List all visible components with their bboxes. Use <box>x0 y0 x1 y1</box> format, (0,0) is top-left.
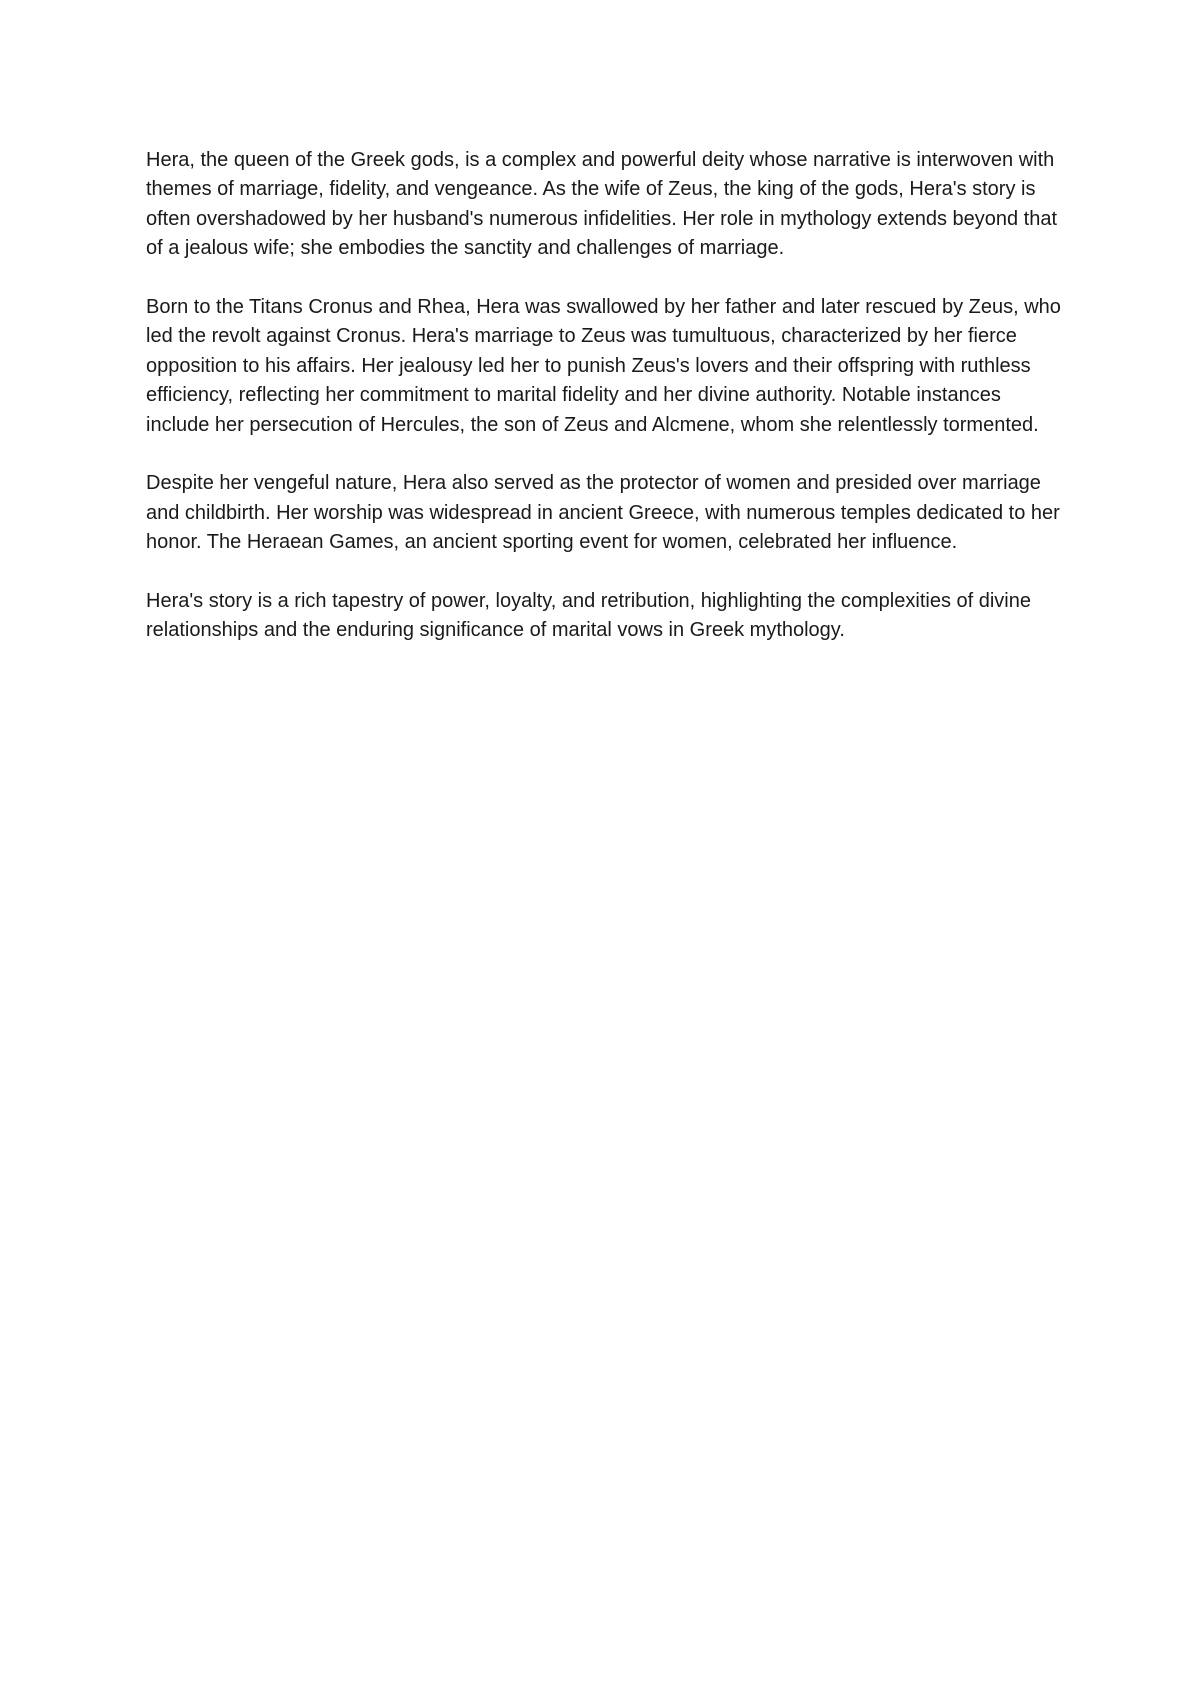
paragraph-1: Hera, the queen of the Greek gods, is a complex and powerful deity whose narrative is interwoven with themes of marriage, fidelity, and vengeance. As the wife of Zeus, the king of the gods, Hera's story is often overshadowed by her husband's numerous infidelities. Her role in mythology extends beyond that of a jealous wife; she embodies the sanctity and challenges of marriage. <box>146 149 1058 260</box>
document-body <box>146 146 1066 675</box>
paragraph-4: Hera's story is a rich tapestry of power, loyalty, and retribution, highlighting the complexities of divine relationships and the enduring significance of marital vows in Greek mythology. <box>146 590 1031 642</box>
paragraph-2: Born to the Titans Cronus and Rhea, Hera was swallowed by her father and later rescued by Zeus, who led the revolt against Cronus. Hera's marriage to Zeus was tumultuous, characterized by her fierce opposition to his affairs. Her jealousy led her to punish Zeus's lovers and their offspring with ruthless efficiency, reflecting her commitment to marital fidelity and her divine authority. Notable instances include her persecution of Hercules, the son of Zeus and Alcmene, whom she relentlessly tormented. <box>146 296 1061 436</box>
paragraph-3: Despite her vengeful nature, Hera also served as the protector of women and presided over marriage and childbirth. Her worship was widespread in ancient Greece, with numerous temples dedicated to her honor. The Heraean Games, an ancient sporting event for women, celebrated her influence. <box>146 472 1060 554</box>
